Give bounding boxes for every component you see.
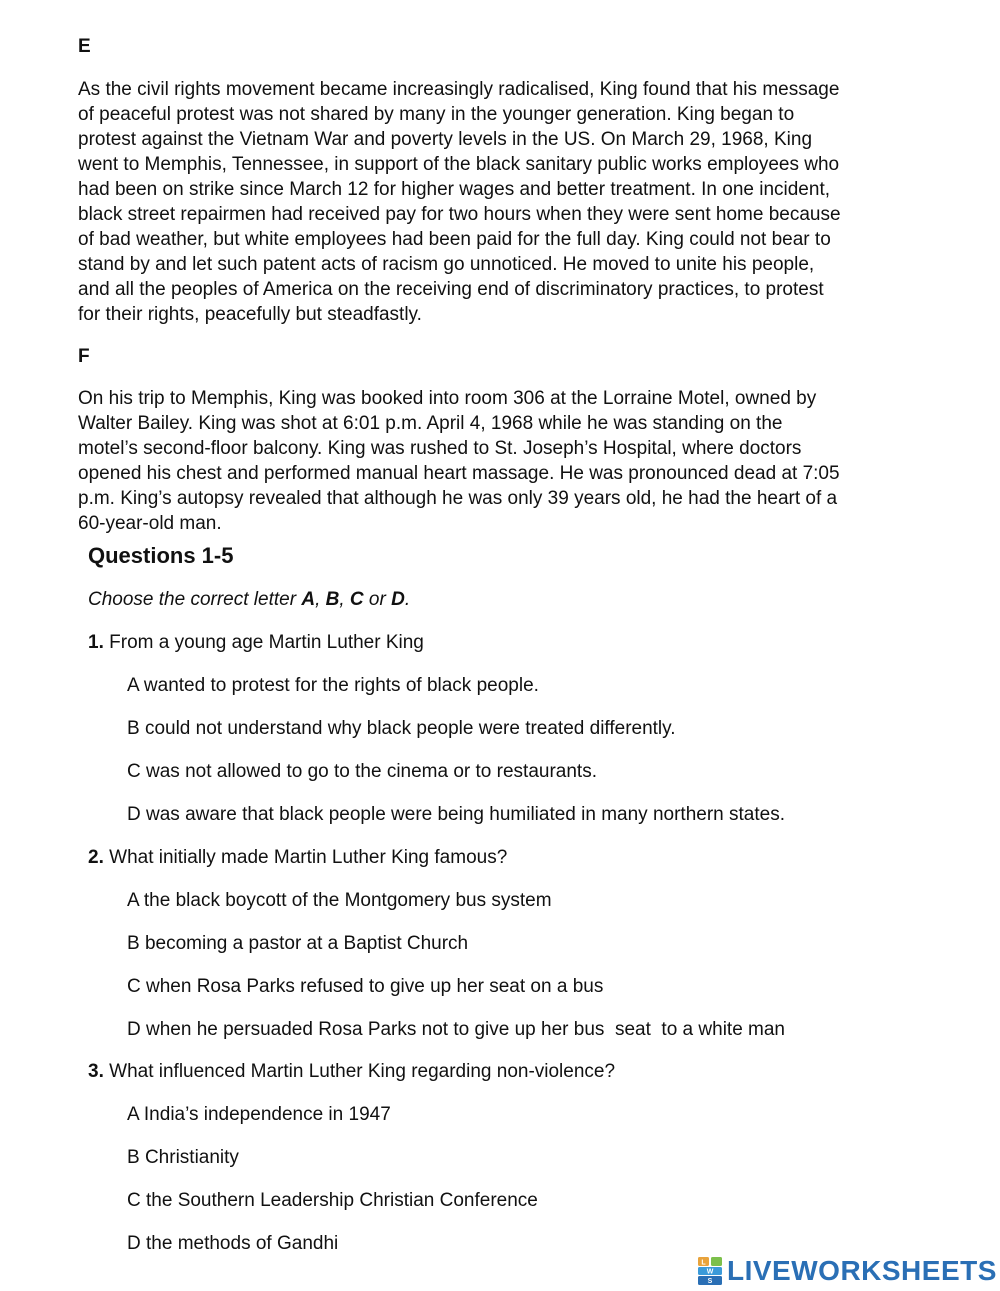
question-2-option-a: A the black boycott of the Montgomery bus system xyxy=(127,890,552,911)
paragraph-line: and all the peoples of America on the receiving end of discriminatory practices, to protest xyxy=(78,279,824,300)
paragraph-line: Walter Bailey. King was shot at 6:01 p.m. April 4, 1968 while he was standing on the xyxy=(78,413,783,434)
instruction-letter-c: C xyxy=(349,589,364,610)
section-e-paragraph xyxy=(78,77,938,327)
paragraph-line: 60-year-old man. xyxy=(78,513,222,534)
liveworksheets-logo[interactable] xyxy=(697,1254,997,1288)
section-f-paragraph xyxy=(78,386,938,536)
instruction-letter-d: D xyxy=(391,589,405,610)
instruction-end: . xyxy=(404,589,411,610)
question-1-option-d: D was aware that black people were being humiliated in many northern states. xyxy=(127,804,785,825)
logo-mark-letter: L xyxy=(701,1259,706,1267)
question-1 xyxy=(88,632,424,654)
liveworksheets-mark-icon xyxy=(697,1256,723,1286)
logo-text: LIVEWORKSHEETS xyxy=(727,1255,997,1286)
paragraph-line: opened his chest and performed manual heart massage. He was pronounced dead at 7:05 xyxy=(78,463,840,484)
paragraph-line: of peaceful protest was not shared by many in the younger generation. King began to xyxy=(78,104,795,125)
question-3 xyxy=(88,1061,615,1083)
logo-mark-letter: S xyxy=(707,1278,713,1285)
paragraph-line: of bad weather, but white employees had been paid for the full day. King could not bear to xyxy=(78,229,831,250)
logo-mark-letter: W xyxy=(706,1268,714,1276)
question-3-option-b: B Christianity xyxy=(127,1147,239,1168)
instruction-letter-a: A xyxy=(301,589,316,610)
instruction-separator: , xyxy=(339,589,350,610)
question-3-option-d: D the methods of Gandhi xyxy=(127,1233,339,1254)
instruction-or: or xyxy=(363,589,392,610)
paragraph-line: protest against the Vietnam War and poverty levels in the US. On March 29, 1968, King xyxy=(78,129,813,150)
question-number: 2. xyxy=(88,847,104,868)
question-2-option-c: C when Rosa Parks refused to give up her seat on a bus xyxy=(127,976,604,997)
question-1-option-b: B could not understand why black people were treated differently. xyxy=(127,718,676,739)
section-letter-f: F xyxy=(78,346,90,367)
paragraph-line: went to Memphis, Tennessee, in support of the black sanitary public works employees who xyxy=(78,154,840,175)
question-number: 3. xyxy=(88,1061,104,1082)
question-2 xyxy=(88,847,507,869)
paragraph-line: had been on strike since March 12 for higher wages and better treatment. In one incident, xyxy=(78,179,831,200)
question-number: 1. xyxy=(88,632,104,653)
questions-heading: Questions 1-5 xyxy=(88,543,234,568)
paragraph-line: stand by and let such patent acts of racism go unnoticed. He moved to unite his people, xyxy=(78,254,815,275)
paragraph-line: On his trip to Memphis, King was booked into room 306 at the Lorraine Motel, owned by xyxy=(78,388,817,409)
question-1-option-a: A wanted to protest for the rights of black people. xyxy=(127,675,539,696)
question-text: From a young age Martin Luther King xyxy=(103,632,424,653)
paragraph-line: for their rights, peacefully but steadfastly. xyxy=(78,304,422,325)
question-1-option-c: C was not allowed to go to the cinema or to restaurants. xyxy=(127,761,597,782)
question-text: What initially made Martin Luther King famous? xyxy=(103,847,508,868)
question-3-option-c: C the Southern Leadership Christian Conference xyxy=(127,1190,538,1211)
paragraph-line: motel’s second-floor balcony. King was rushed to St. Joseph’s Hospital, where doctors xyxy=(78,438,802,459)
paragraph-line: black street repairmen had received pay for two hours when they were sent home because xyxy=(78,204,841,225)
instruction-letter-b: B xyxy=(325,589,340,610)
paragraph-line: p.m. King’s autopsy revealed that although he was only 39 years old, he had the heart of a xyxy=(78,488,838,509)
instruction-text xyxy=(88,589,410,611)
question-2-option-d: D when he persuaded Rosa Parks not to give up her bus seat to a white man xyxy=(127,1019,785,1040)
question-2-option-b: B becoming a pastor at a Baptist Church xyxy=(127,933,469,954)
question-3-option-a: A India’s independence in 1947 xyxy=(127,1104,391,1125)
instruction-separator: , xyxy=(315,589,326,610)
instruction-prefix: Choose the correct letter xyxy=(88,589,302,610)
section-letter-e: E xyxy=(78,36,91,57)
paragraph-line: As the civil rights movement became increasingly radicalised, King found that his message xyxy=(78,79,840,100)
question-text: What influenced Martin Luther King regarding non-violence? xyxy=(103,1061,616,1082)
